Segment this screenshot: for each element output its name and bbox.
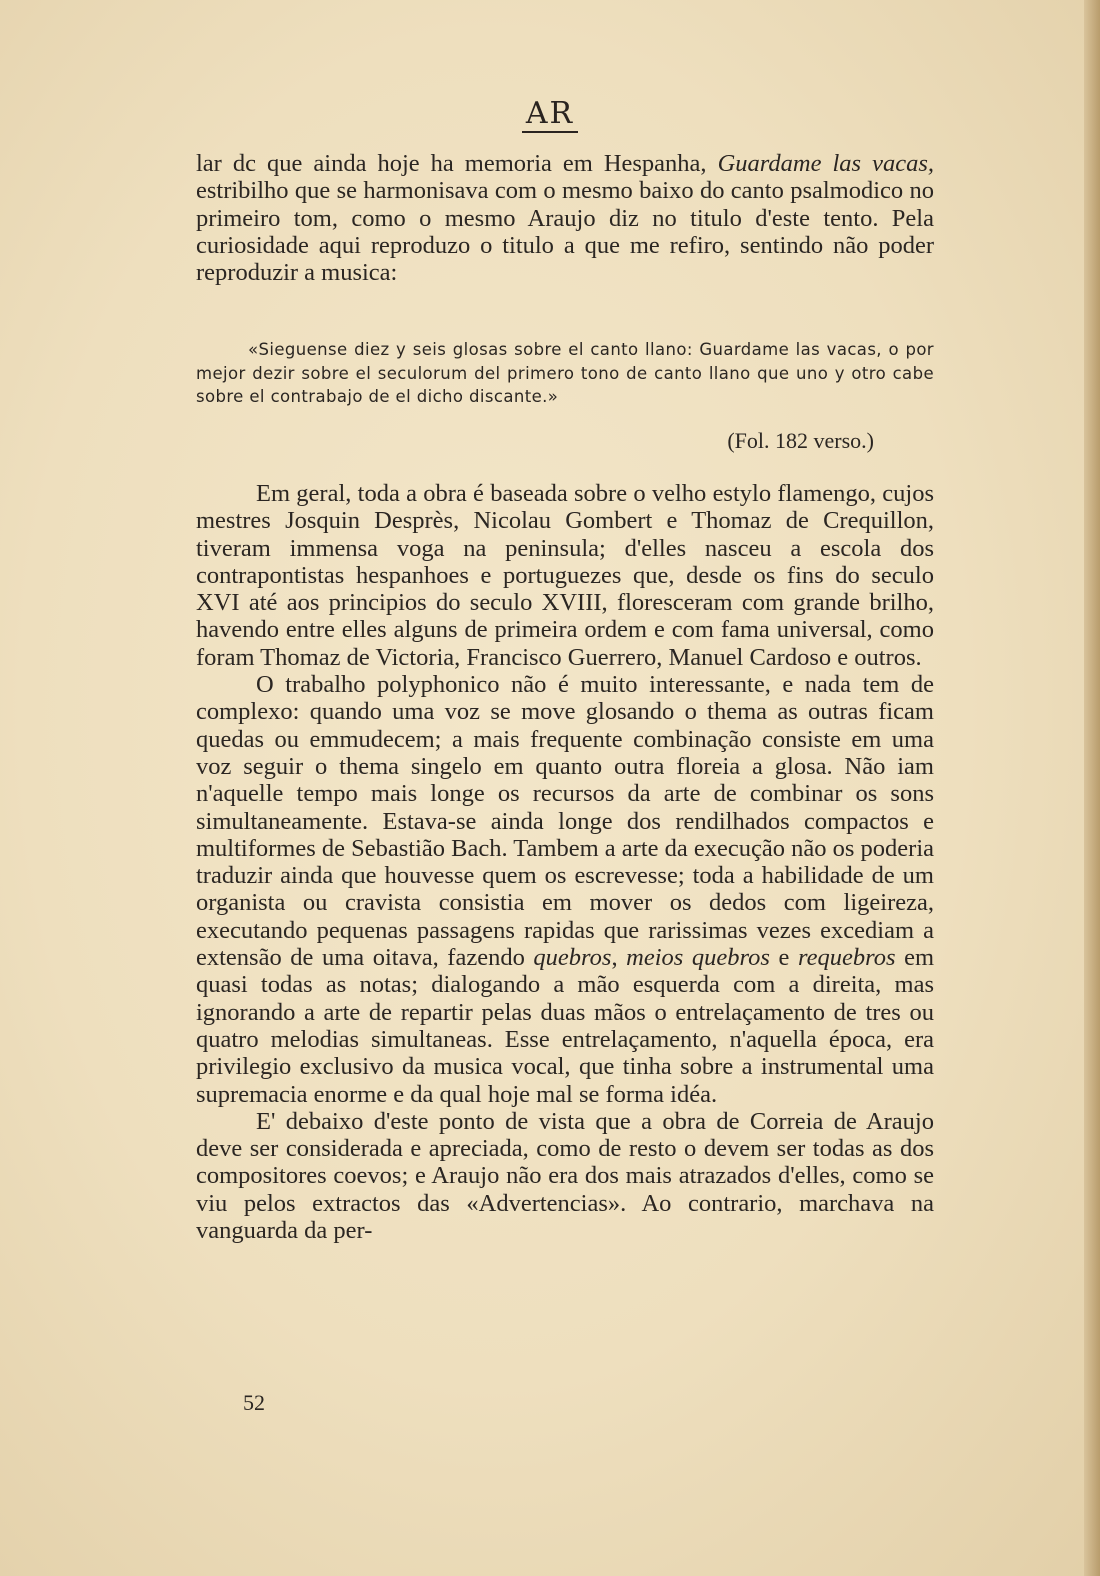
quotation xyxy=(196,338,934,409)
paragraph-2-sep-2: e xyxy=(769,944,798,972)
italic-requebros: requebros xyxy=(797,944,896,972)
page-edge xyxy=(1084,0,1100,1576)
running-header xyxy=(0,96,1100,131)
paragraph-2 xyxy=(196,671,934,1108)
intro-text-2: estribilho que se harmonisava com o mesmo baixo do canto psalmodico no primeiro tom, como o mesmo Araujo diz no titulo d'este tento. Pela curiosidade aqui reproduzo o titulo a que me refiro, sentindo não poder reproduzir a musica: xyxy=(196,177,934,287)
italic-quebros: quebros xyxy=(533,944,612,972)
header-monogram: AR xyxy=(522,96,578,133)
intro-text-1: lar dc que ainda hoje ha memoria em Hespanha, xyxy=(196,150,718,177)
paragraph-2-sep-1: , xyxy=(611,944,627,972)
paragraph-2-text-a: O trabalho polyphonico não é muito interessante, e nada tem de complexo: quando uma voz se move glosando o thema as outras ficam quedas ou emmudecem; a mais frequente combinação consiste em uma voz seguir o thema singelo em quanto outra floreia a glosa. Não iam n'aquelle tempo mais longe os recursos da arte de combinar os sons simultaneamente. Estava-se ainda longe dos rendilhados compactos e multiformes de Sebastião Bach. Tambem a arte da execução não os poderia traduzir ainda que houvesse quem os escrevesse; toda a habilidade de um organista ou cravista consistia em mover os dedos com ligeireza, executando pequenas passagens rapidas que rarissimas vezes excediam a extensão de uma oitava, fazendo xyxy=(196,671,935,972)
paragraph-3: E' debaixo d'este ponto de vista que a obra de Correia de Araujo deve ser considerada e apreciada, como de resto o devem ser todas as dos compositores coevos; e Araujo não era dos mais atrazados d'elles, como se viu pelos extractos das «Advertencias». Ao contrario, marchava na vanguarda da per- xyxy=(196,1107,934,1245)
folio-reference: (Fol. 182 verso.) xyxy=(727,428,874,453)
quotation-text: «Sieguense diez y seis glosas sobre el canto llano: Guardame las vacas, o por mejor dezir sobre el seculorum del primero tono de canto llano que uno y otro cabe sobre el contrabajo de el dicho discante.» xyxy=(196,340,934,406)
intro-paragraph xyxy=(196,150,934,286)
italic-meios-quebros: meios quebros xyxy=(626,944,770,972)
paragraph-2-text-b: em quasi todas as notas; dialogando a mão esquerda com a direita, mas ignorando a arte de repartir pelas duas mãos o entrelaçamento de tres ou quatro melodias simultaneas. Esse entrelaçamento, n'aquella época, era privilegio exclusivo da musica vocal, que tinha sobre a instrumental uma supremacia enorme e da qual hoje mal se forma idéa. xyxy=(196,944,935,1108)
main-text xyxy=(196,480,934,1244)
paragraph-1: Em geral, toda a obra é baseada sobre o velho estylo flamengo, cujos mestres Josquin Desprès, Nicolau Gombert e Thomaz de Crequillon, tiveram immensa voga na peninsula; d'elles nasceu a escola dos contrapontistas hespanhoes e portuguezes que, desde os fins do seculo XVI até aos principios do seculo XVIII, floresceram com grande brilho, havendo entre elles alguns de primeira ordem e com fama universal, como foram Thomaz de Victoria, Francisco Guerrero, Manuel Cardoso e outros. xyxy=(196,480,934,671)
intro-italic: Guardame las vacas, xyxy=(717,150,934,177)
page-number: 52 xyxy=(243,1390,265,1415)
